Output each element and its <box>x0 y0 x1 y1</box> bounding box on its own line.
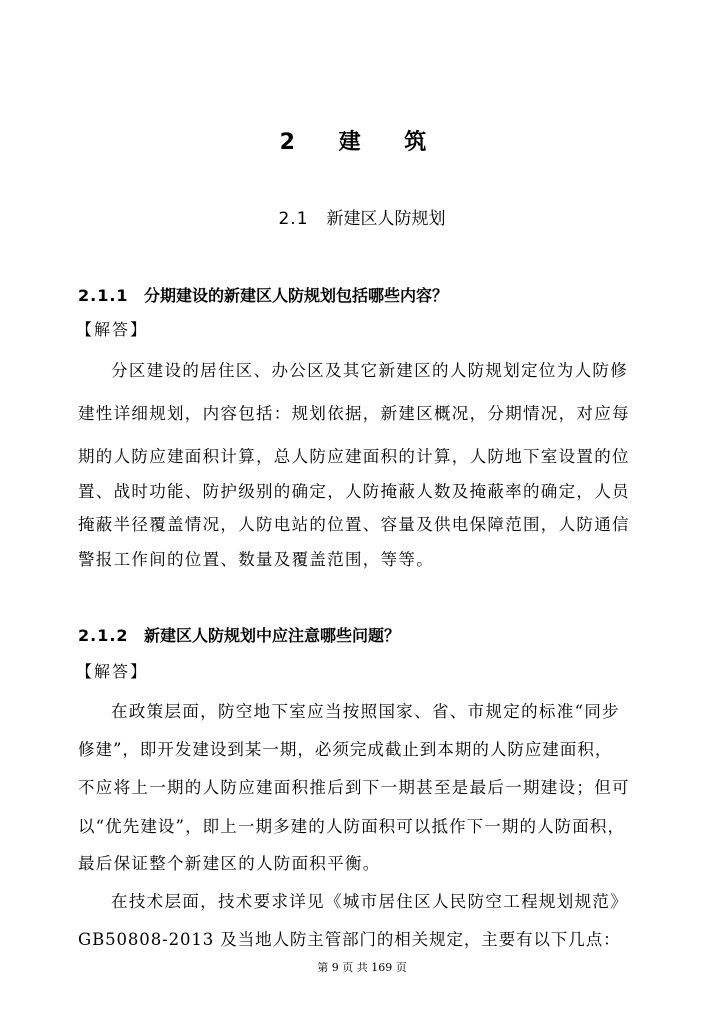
paragraph-line: 不应将上一期的人防应建面积推后到下一期甚至是最后一期建设；但可 <box>78 778 630 797</box>
paragraph-line: 置、战时功能、防护级别的确定，人防掩蔽人数及掩蔽率的确定，人员 <box>78 482 630 501</box>
answer-label: 【解答】 <box>76 320 149 339</box>
paragraph-line: 在政策层面，防空地下室应当按照国家、省、市规定的标准“同步 <box>111 702 621 721</box>
question-number: 2.1.1 <box>78 286 129 305</box>
chapter-title: 2 建 筑 <box>279 130 445 155</box>
paragraph-line: 修建”，即开发建设到某一期，必须完成截止到本期的人防应建面积， <box>78 740 613 759</box>
paragraph-line: 最后保证整个新建区的人防面积平衡。 <box>78 854 381 873</box>
page-footer: 第 9 页 共 169 页 <box>317 961 407 974</box>
paragraph-line: 分区建设的居住区、办公区及其它新建区的人防规划定位为人防修 <box>111 361 629 380</box>
question-heading <box>78 284 448 308</box>
paragraph-line: 在技术层面，技术要求详见《城市居住区人民防空工程规划规范》 <box>111 892 629 911</box>
question-title: 分期建设的新建区人防规划包括哪些内容？ <box>144 286 449 305</box>
question-number: 2.1.2 <box>78 626 129 645</box>
paragraph-line: GB50808-2013 及当地人防主管部门的相关规定，主要有以下几点： <box>78 930 621 949</box>
section-title <box>0 206 724 232</box>
answer-label: 【解答】 <box>76 662 149 681</box>
question-heading <box>78 624 400 648</box>
section-number: 2.1 <box>278 209 309 229</box>
paragraph-line: 警报工作间的位置、数量及覆盖范围，等等。 <box>78 550 434 569</box>
paragraph-line: 期的人防应建面积计算，总人防应建面积的计算，人防地下室设置的位 <box>78 447 630 466</box>
paragraph-line: 建性详细规划，内容包括：规划依据，新建区概况，分期情况，对应每 <box>78 404 630 423</box>
question-title: 新建区人防规划中应注意哪些问题？ <box>144 626 401 645</box>
paragraph-line: 掩蔽半径覆盖情况，人防电站的位置、容量及供电保障范围，人防通信 <box>78 515 630 534</box>
paragraph-line: 以“优先建设”，即上一期多建的人防面积可以抵作下一期的人防面积， <box>78 817 626 836</box>
section-name: 新建区人防规划 <box>326 209 446 229</box>
